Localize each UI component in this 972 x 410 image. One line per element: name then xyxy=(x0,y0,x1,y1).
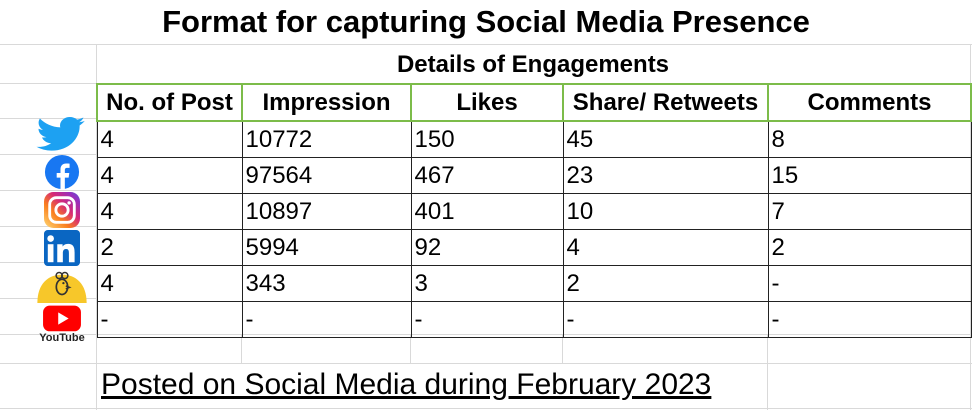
twitter-bird-icon xyxy=(34,116,90,152)
cell-comments[interactable]: - xyxy=(768,266,971,302)
instagram-icon xyxy=(34,192,90,228)
cell-comments[interactable]: - xyxy=(768,302,971,338)
cell-impression[interactable]: 343 xyxy=(242,266,411,302)
koo-bird-icon xyxy=(34,267,90,303)
cell-likes[interactable]: 3 xyxy=(411,266,563,302)
cell-posts[interactable]: 4 xyxy=(97,158,242,194)
cell-comments[interactable]: 2 xyxy=(768,230,971,266)
cell-impression[interactable]: 10772 xyxy=(242,121,411,158)
cell-shares[interactable]: 10 xyxy=(563,194,768,230)
column-header-comments[interactable]: Comments xyxy=(768,84,971,121)
cell-posts[interactable]: 4 xyxy=(97,266,242,302)
facebook-icon xyxy=(34,154,90,190)
table-row xyxy=(97,266,971,302)
linkedin-icon xyxy=(34,230,90,266)
column-header-likes[interactable]: Likes xyxy=(411,84,563,121)
youtube-label: YouTube xyxy=(39,332,85,344)
table-row xyxy=(97,158,971,194)
page-title: Format for capturing Social Media Presence xyxy=(162,4,810,39)
cell-posts[interactable]: - xyxy=(97,302,242,338)
cell-shares[interactable]: 45 xyxy=(563,121,768,158)
cell-posts[interactable]: 4 xyxy=(97,194,242,230)
cell-shares[interactable]: - xyxy=(563,302,768,338)
cell-impression[interactable]: 97564 xyxy=(242,158,411,194)
youtube-icon xyxy=(34,300,90,336)
engagement-table xyxy=(96,83,972,338)
cell-likes[interactable]: 401 xyxy=(411,194,563,230)
cell-comments[interactable]: 7 xyxy=(768,194,971,230)
cell-posts[interactable]: 4 xyxy=(97,121,242,158)
column-header-posts[interactable]: No. of Post xyxy=(97,84,242,121)
cell-impression[interactable]: 5994 xyxy=(242,230,411,266)
footer-note: Posted on Social Media during February 2023 xyxy=(101,368,712,401)
table-row xyxy=(97,302,971,338)
cell-shares[interactable]: 23 xyxy=(563,158,768,194)
table-subtitle: Details of Engagements xyxy=(396,51,670,78)
cell-likes[interactable]: 92 xyxy=(411,230,563,266)
column-header-shares[interactable]: Share/ Retweets xyxy=(563,84,768,121)
cell-impression[interactable]: 10897 xyxy=(242,194,411,230)
cell-comments[interactable]: 15 xyxy=(768,158,971,194)
cell-shares[interactable]: 2 xyxy=(563,266,768,302)
cell-posts[interactable]: 2 xyxy=(97,230,242,266)
cell-impression[interactable]: - xyxy=(242,302,411,338)
table-row xyxy=(97,121,971,158)
table-row xyxy=(97,194,971,230)
cell-shares[interactable]: 4 xyxy=(563,230,768,266)
cell-likes[interactable]: 467 xyxy=(411,158,563,194)
table-row xyxy=(97,230,971,266)
column-header-impression[interactable]: Impression xyxy=(242,84,411,121)
cell-likes[interactable]: - xyxy=(411,302,563,338)
cell-comments[interactable]: 8 xyxy=(768,121,971,158)
cell-likes[interactable]: 150 xyxy=(411,121,563,158)
header-row xyxy=(97,84,971,121)
